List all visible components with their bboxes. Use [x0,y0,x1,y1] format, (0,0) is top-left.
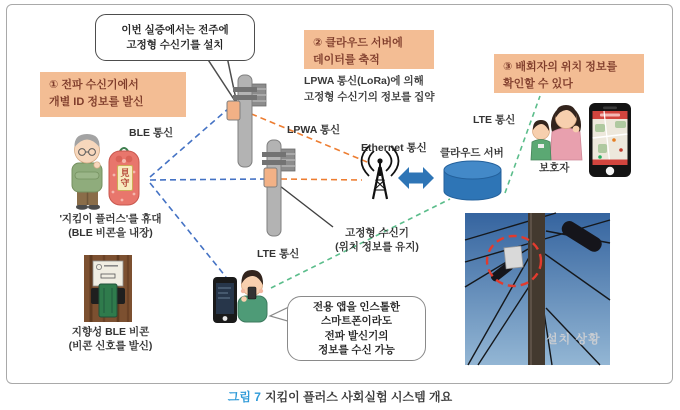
lte-label-top: LTE 통신 [473,114,516,126]
fixed-receiver-unit-1 [227,101,240,120]
step3-line: ③ 배회자의 위치 정보를 [503,61,618,73]
step3-box [494,54,644,93]
step2-note [304,74,434,106]
fixed-receiver-line: (위치 정보를 유지) [335,240,419,253]
step1-line: ① 전파 수신기에서 [49,79,139,91]
speech-bubble-app-note [287,296,426,361]
cloud-server-icon [444,161,501,200]
ethernet-label: Ethernet 통신 [361,142,427,154]
speech-bubble-install-note [95,14,255,61]
bubble-line: 이번 실증에서는 전주에 [121,24,229,37]
smartphone-user-illustration [213,270,267,323]
pendant-caption-line: (BLE 비콘을 내장) [68,226,153,239]
lpwa-label: LPWA 통신 [287,124,341,136]
install-photo-label: 설치 상황 [546,332,601,346]
beacon-caption-line: (비콘 신호를 발신) [68,339,153,352]
ble-label: BLE 통신 [129,127,174,139]
step2-note-line: LPWA 통신(LoRa)에 의해 [304,75,424,87]
step3-line: 확인할 수 있다 [503,77,573,90]
figure-number: 그림 7 [227,390,261,404]
pendant-text: 見守 [117,165,133,191]
utility-pole-2 [262,140,295,236]
pendant-caption-line: '지킴이 플러스'를 휴대 [59,213,162,225]
beacon-caption-line: 지향성 BLE 비콘 [71,326,150,338]
double-arrow-icon [398,167,434,189]
ble-beacon-photo [84,255,132,322]
bubble-line: 전용 앱을 인스톨한 [313,300,400,313]
fixed-receiver-unit-2 [264,168,277,187]
beacon-caption [38,326,183,353]
lte-label-bottom: LTE 통신 [257,248,300,260]
guardian-label: 보호자 [539,162,570,174]
step2-note-line: 고정형 수신기의 정보를 집약 [304,90,435,103]
pendant-caption [38,213,183,240]
step2-line: 데이터를 축적 [313,53,380,66]
bubble-line: 스마트폰이라도 [320,315,392,328]
guardian-illustration [531,105,582,160]
fixed-receiver-label [322,227,432,254]
elderly-person-illustration [72,134,102,210]
receiver-pointer-line [280,186,333,227]
guardian-phone-map-illustration [589,103,631,177]
step2-line: ② 클라우드 서버에 [313,37,403,49]
figure-title: 지킴이 플러스 사회실험 시스템 개요 [264,390,453,404]
bubble-line: 고정형 수신기를 설치 [126,38,224,51]
step1-line: 개별 ID 정보를 발신 [49,95,144,108]
figure-caption [0,388,680,405]
bubble-line: 전파 발신기의 [324,329,389,342]
step2-box [304,30,434,69]
cloud-server-label: 클라우드 서버 [440,147,504,159]
lpwa-links [242,110,367,180]
step1-box [40,72,186,117]
fixed-receiver-line: 고정형 수신기 [345,227,409,239]
bubble-line: 정보를 수신 가능 [318,343,395,356]
